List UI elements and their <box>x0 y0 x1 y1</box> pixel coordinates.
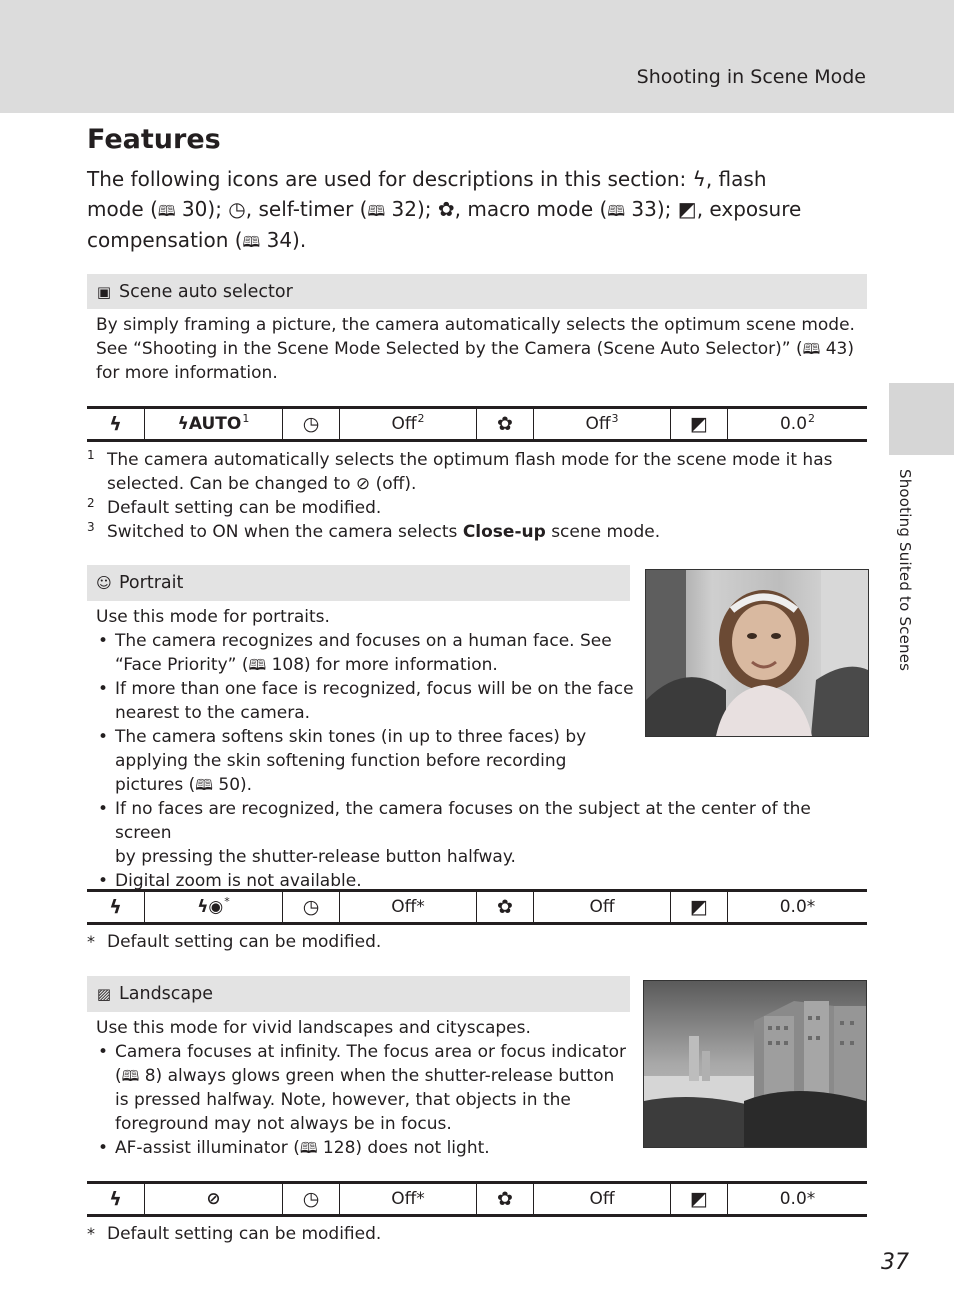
page-title: Features <box>87 124 221 155</box>
exposure-compensation-icon: ◩ <box>670 892 727 922</box>
book-reference-icon: 🕮 <box>248 656 267 674</box>
page-header <box>0 0 954 113</box>
book-reference-icon: 🕮 <box>367 201 386 220</box>
settings-table-scene-auto <box>87 406 867 442</box>
macro-value: Off <box>533 892 670 922</box>
portrait-icon: ☺ <box>96 574 112 592</box>
self-timer-value: Off $^2$ <box>339 409 476 439</box>
flash-icon: ϟ <box>109 896 122 918</box>
self-timer-icon: ◷ <box>282 892 339 922</box>
footnote-3: 3 Switched to ON when the camera selects Close-up scene mode. <box>87 520 661 542</box>
scene-auto-footnotes: 1 The camera automatically selects the optimum flash mode for the scene mode it has selected. Can be changed to ⊘ (off). 2 Default setting can be modified. 3 Switched to ON when the camera selects Close-up scene mode. <box>87 448 867 544</box>
exposure-value: 0.0 $^2$ <box>727 409 867 439</box>
self-timer-icon: ◷ <box>282 409 339 439</box>
flash-icon: ϟ <box>109 1188 122 1210</box>
exposure-value: 0.0* <box>727 1184 867 1214</box>
macro-icon: ✿ <box>437 196 455 221</box>
self-timer-value: Off* <box>339 1184 476 1214</box>
landscape-footnote: * Default setting can be modified. <box>87 1224 382 1244</box>
list-item: • AF-assist illuminator (🕮 128) does not light. <box>96 1136 631 1160</box>
book-reference-icon: 🕮 <box>195 776 213 794</box>
intro-paragraph: The following icons are used for descriptions in this section: ϟ, flash mode (🕮 30); ◷, self-timer (🕮 32); ✿, macro mode (🕮 33); ◩, exposure compensation (🕮 34). <box>87 167 802 252</box>
list-item: • If no faces are recognized, the camera focuses on the subject at the center of the screen by pressing the shutter-release button halfway. <box>96 797 866 869</box>
side-tab <box>889 383 954 455</box>
flash-auto-icon: ϟAUTO <box>177 414 242 434</box>
list-item: • If more than one face is recognized, focus will be on the face nearest to the camera. <box>96 677 866 725</box>
list-item: • Digital zoom is not available. <box>96 869 866 893</box>
landscape-photo-image <box>644 981 866 1147</box>
flash-value: ϟAUTO $^1$ <box>144 409 282 439</box>
footnote-2: 2 Default setting can be modified. <box>87 496 382 518</box>
book-reference-icon: 🕮 <box>802 340 821 358</box>
book-reference-icon: 🕮 <box>607 201 626 220</box>
landscape-bullets <box>96 1040 631 1160</box>
portrait-footnote: * Default setting can be modified. <box>87 932 382 952</box>
landscape-photo <box>643 980 867 1148</box>
self-timer-icon: ◷ <box>282 1184 339 1214</box>
flash-off-icon: ⊘ <box>355 474 371 494</box>
macro-icon: ✿ <box>476 1184 533 1214</box>
footnote-1: 1 The camera automatically selects the optimum flash mode for the scene mode it has <box>87 448 833 470</box>
section-title: Portrait <box>119 573 184 593</box>
red-eye-icon: ϟ◉ <box>197 897 224 917</box>
macro-value: Off <box>533 1184 670 1214</box>
book-reference-icon: 🕮 <box>242 233 261 251</box>
settings-table-landscape <box>87 1181 867 1217</box>
flash-value <box>144 1184 282 1214</box>
section-bar-landscape <box>87 976 630 1012</box>
flash-icon: ϟ <box>692 167 706 191</box>
header-title: Shooting in Scene Mode <box>636 66 866 88</box>
self-timer-value: Off* <box>339 892 476 922</box>
list-item: • The camera softens skin tones (in up to three faces) by applying the skin softening function before recording pictures (🕮 50). <box>96 725 866 797</box>
book-reference-icon: 🕮 <box>157 201 176 220</box>
macro-icon: ✿ <box>476 892 533 922</box>
page-number: 37 <box>881 1250 909 1275</box>
list-item: • The camera recognizes and focuses on a human face. See “Face Priority” (🕮 108) for more information. <box>96 629 866 677</box>
landscape-icon: ▨ <box>96 985 112 1003</box>
section-bar-scene-auto <box>87 274 867 309</box>
scene-auto-icon: ▣ <box>96 282 112 301</box>
macro-icon: ✿ <box>476 409 533 439</box>
macro-value: Off $^3$ <box>533 409 670 439</box>
flash-off-icon: ⊘ <box>206 1189 221 1209</box>
exposure-value: 0.0* <box>727 892 867 922</box>
section-bar-portrait <box>87 565 630 601</box>
exposure-compensation-icon: ◩ <box>677 196 697 221</box>
section-title: Scene auto selector <box>119 281 293 302</box>
list-item: • Camera focuses at infinity. The focus area or focus indicator (🕮 8) always glows green when the shutter-release button is pressed halfway. Note, however, that objects in the foreground may not always be in focus. <box>96 1040 631 1136</box>
book-reference-icon: 🕮 <box>121 1067 140 1085</box>
self-timer-icon: ◷ <box>228 196 246 221</box>
scene-auto-body: By simply framing a picture, the camera automatically selects the optimum scene mode. See “Shooting in the Scene Mode Selected by the Camera (Scene Auto Selector)” (🕮 43) for more information. <box>96 315 855 383</box>
portrait-bullets <box>96 629 866 893</box>
exposure-compensation-icon: ◩ <box>670 1184 727 1214</box>
side-tab-label: Shooting Suited to Scenes <box>896 469 914 672</box>
landscape-body: Use this mode for vivid landscapes and cityscapes. • Camera focuses at infinity. The focus area or focus indicator (🕮 8) always glows green when the shutter-release button is pressed halfway. Note, however, that objects in the foreground may not always be in focus. • AF-assist illuminator (🕮 128) does not light. <box>96 1016 631 1160</box>
section-title: Landscape <box>119 984 214 1004</box>
book-reference-icon: 🕮 <box>299 1139 318 1157</box>
settings-table-portrait <box>87 889 867 925</box>
flash-value: ϟ◉ * <box>144 892 282 922</box>
portrait-body: Use this mode for portraits. • The camera recognizes and focuses on a human face. See “Face Priority” (🕮 108) for more information. • If more than one face is recognized, focus will be on the face nearest to the camera. • The camera softens skin tones (in up to three faces) by applying the skin softening function before recording pictures (🕮 50). • If no faces are recognized, the camera focuses on the subject at the center of the screen by pressing the shutter-release button halfway. • Digital zoom is not available. <box>96 605 866 893</box>
flash-icon: ϟ <box>109 413 122 435</box>
exposure-compensation-icon: ◩ <box>670 409 727 439</box>
